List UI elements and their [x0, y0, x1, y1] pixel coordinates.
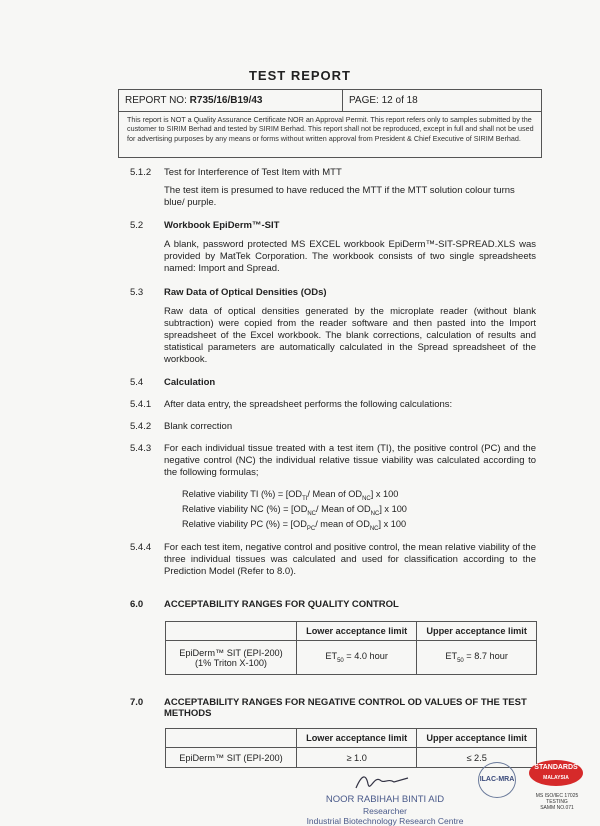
lower-limit-cell: ≥ 1.0: [297, 748, 417, 768]
table-corner: [166, 622, 297, 641]
page-number: PAGE: 12 of 18: [349, 95, 418, 106]
formula-ti: Relative viability TI (%) = [$OD_{TI}/$ Mean of $OD_{NC}$] x 100: [182, 489, 399, 502]
section-body: The test item is presumed to have reduced the MTT if the MTT solution colour turns blue/ purple.: [164, 185, 515, 208]
column-header: Lower acceptance limit: [297, 729, 417, 748]
section-heading: ACCEPTABILITY RANGES FOR NEGATIVE CONTROL OD VALUES OF THE TEST METHODS: [164, 697, 527, 719]
column-header: Upper acceptance limit: [417, 729, 537, 748]
section-number: 5.4.2: [130, 421, 152, 432]
signature: [352, 770, 412, 794]
section-body: A blank, password protected MS EXCEL workbook EpiDerm™-SIT-SPREAD.XLS was provided by MatTek Corporation. The workbook consists of two single spreadsheets named: Import and Spread.: [164, 239, 536, 274]
lower-limit-cell: $ET_{50} = 4.0$ hour: [297, 641, 417, 675]
section-number: 5.4.3: [130, 443, 152, 454]
section-number: 6.0: [130, 599, 144, 610]
section-body: Blank correction: [164, 421, 233, 432]
upper-limit-cell: ≤ 2.5: [417, 748, 537, 768]
page-title: TEST REPORT: [248, 68, 351, 83]
section-body: For each test item, negative control and positive control, the mean relative viability of the three individual tissues was calculated and used for classification according to the Prediction Model (Refer to 8.0).: [164, 542, 536, 577]
section-heading: ACCEPTABILITY RANGES FOR QUALITY CONTROL: [164, 599, 399, 610]
section-heading: Workbook EpiDerm™-SIT: [164, 220, 280, 231]
disclaimer: This report is NOT a Quality Assurance Certificate NOR an Approval Permit. This report refers only to samples submitted by the customer to SIRIM Berhad and tested by SIRIM Berhad. This report shall not be reproduced, except in full and shall not be used for advertising purposes by any means or forms without written approval from President & Chief Executive of SIRIM Berhad.: [127, 115, 534, 143]
signer-role: Researcher: [363, 806, 407, 816]
column-header: Lower acceptance limit: [297, 622, 417, 641]
signer-department: Industrial Biotechnology Research Centre: [306, 816, 464, 826]
section-number: 5.1.2: [130, 167, 152, 178]
section-body: After data entry, the spreadsheet performs the following calculations:: [164, 399, 453, 410]
formula-nc: Relative viability NC (%) = [$OD_{NC}/$ Mean of $OD_{NC}$] x 100: [182, 504, 407, 517]
report-header-box: [118, 89, 542, 158]
column-header: Upper acceptance limit: [417, 622, 537, 641]
section-number: 5.3: [130, 287, 144, 298]
section-number: 5.4.1: [130, 399, 152, 410]
section-body: Raw data of optical densities generated by the microplate reader (without blank subtraction) were copied from the reader software and then pasted into the Import spreadsheet of the Excel workbook. The blank corrections, calculation of results and statistical parameters are automatically calculated in the Spread spreadsheet of the workbook.: [164, 306, 536, 365]
ilac-mra-logo: ILAC-MRA: [478, 762, 516, 798]
section-body: For each individual tissue treated with a test item (TI), the positive control (PC) and the negative control (NC) the individual relative tissue viability was calculated according to the following formulas;: [164, 443, 536, 478]
section-number: 5.2: [130, 220, 144, 231]
standards-malaysia-logo: STANDARDS MALAYSIA: [529, 760, 583, 786]
nc-od-ranges-table: [165, 728, 537, 768]
table-corner: [166, 729, 297, 748]
section-number: 7.0: [130, 697, 144, 708]
report-number-value: R735/16/B19/43: [189, 95, 263, 106]
report-number: [119, 90, 343, 111]
section-number: 5.4: [130, 377, 144, 388]
accreditation-text: MS ISO/IEC 17025 TESTING SAMM NO.071: [535, 793, 579, 811]
table-row: [166, 641, 537, 675]
report-header-row: [119, 90, 541, 112]
qc-ranges-table: [165, 621, 537, 675]
row-label: EpiDerm™ SIT (EPI-200) (1% Triton X-100): [166, 641, 297, 675]
formula-pc: Relative viability PC (%) = [$OD_{PC}/$ mean of $OD_{NC}$] x 100: [182, 519, 407, 532]
section-number: 5.4.4: [130, 542, 152, 553]
row-label: EpiDerm™ SIT (EPI-200): [166, 748, 297, 768]
section-heading: Calculation: [164, 377, 216, 388]
signer-name: NOOR RABIHAH BINTI AID: [325, 794, 445, 805]
section-heading: Test for Interference of Test Item with MTT: [164, 167, 342, 178]
section-heading: Raw Data of Optical Densities (ODs): [164, 287, 327, 298]
table-row: [166, 748, 537, 768]
report-number-label: REPORT NO:: [125, 95, 187, 106]
upper-limit-cell: $ET_{50} = 8.7$ hour: [417, 641, 537, 675]
